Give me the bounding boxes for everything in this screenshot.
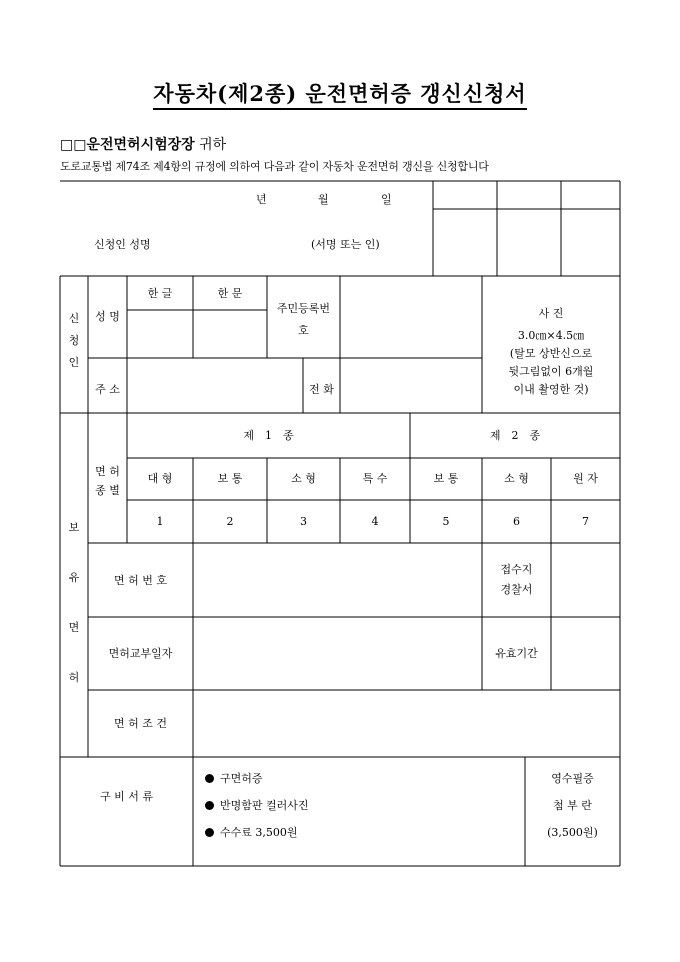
type-regular-2: 보 통 (433, 472, 459, 485)
bullet-icon (205, 828, 214, 837)
receipt-stamp-box: 영수필증 첨 부 란 (3,500원) (547, 772, 598, 839)
address-label: 주 소 (95, 383, 120, 396)
documents-list (205, 765, 309, 846)
statement-text: 도로교통법 제74조 제4항의 규정에 의하여 다음과 같이 자동차 운전면허 갱신을 신청합니다 (60, 160, 489, 173)
type-number-1: 1 (156, 515, 164, 528)
validity-label: 유효기간 (495, 647, 538, 660)
office-name: 운전면허시험장장 (86, 137, 195, 153)
type-motorbike: 원 자 (573, 472, 598, 485)
date-year-label: 년 (256, 193, 267, 206)
hangul-label: 한 글 (147, 287, 173, 300)
applicant-section-label: 신 청 인 (68, 312, 80, 369)
applicant-name-label: 신청인 성명 (94, 238, 151, 251)
type-small-2: 소 형 (504, 472, 529, 485)
signature-label: (서명 또는 인) (311, 238, 380, 251)
license-number-label: 면 허 번 호 (114, 574, 167, 587)
type-regular-1: 보 통 (217, 472, 243, 485)
name-label: 성 명 (95, 310, 120, 323)
form-title: 자동차(제2종) 운전면허증 갱신신청서 (0, 78, 680, 108)
license-condition-label: 면 허 조 건 (114, 717, 167, 730)
hanja-label: 한 문 (217, 287, 243, 300)
type-number-2: 2 (226, 515, 234, 528)
documents-item: 수수료 3,500원 (205, 819, 309, 846)
class1-header: 제 1 종 (243, 429, 294, 442)
class2-header: 제 2 종 (489, 429, 541, 442)
police-station-label: 접수지 경찰서 (500, 563, 533, 596)
rrn-label: 주민등록번 호 (276, 302, 331, 337)
license-section-label: 보 유 면 허 (68, 521, 80, 684)
bullet-icon (205, 774, 214, 783)
license-type-label: 면 허 종 별 (95, 465, 120, 497)
photo-box: 사 진 3.0㎝×4.5㎝ (탈모 상반신으로 뒷그림없이 6개월 이내 촬영한 것) (508, 307, 594, 396)
type-number-4: 4 (371, 515, 379, 528)
bullet-icon (205, 801, 214, 810)
phone-label: 전 화 (309, 383, 334, 396)
issue-date-label: 면허교부일자 (108, 647, 173, 660)
type-number-5: 5 (442, 515, 450, 528)
type-number-3: 3 (300, 515, 307, 528)
date-month-label: 월 (318, 193, 329, 206)
documents-item: 반명함판 컬러사진 (205, 792, 309, 819)
type-number-7: 7 (582, 515, 589, 528)
documents-item: 구면허증 (205, 765, 309, 792)
type-small-1: 소 형 (291, 472, 316, 485)
documents-label: 구 비 서 류 (100, 790, 153, 803)
checkbox-boxes: □□ (60, 137, 87, 153)
type-large: 대 형 (147, 472, 173, 485)
type-special: 특 수 (362, 472, 388, 485)
addressee-suffix: 귀하 (199, 137, 227, 153)
type-number-6: 6 (513, 515, 520, 528)
date-day-label: 일 (381, 193, 392, 206)
